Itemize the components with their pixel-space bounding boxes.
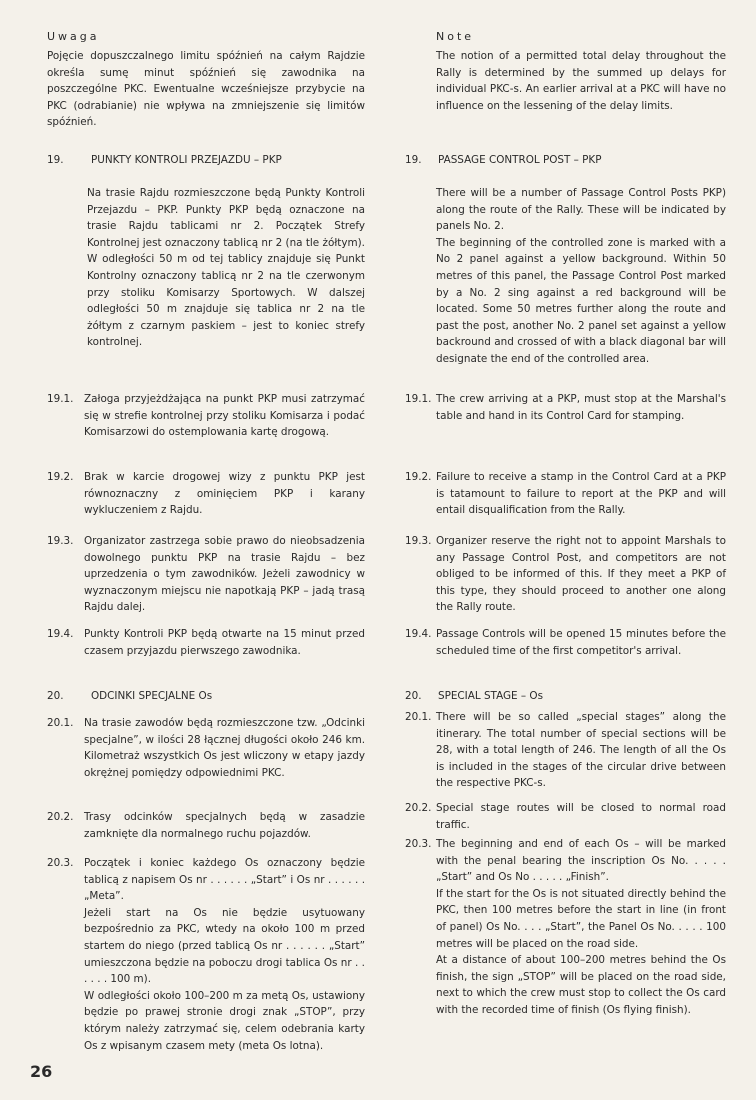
pl-item-19-4 — [47, 626, 365, 659]
en-item-19-2 — [405, 469, 726, 519]
en-section-19-title: PASSAGE CONTROL POST – PKP — [438, 154, 602, 166]
pl-item-19-2-number: 19.2. — [47, 471, 74, 483]
pl-item-19-2 — [47, 469, 365, 519]
en-item-20-3-number: 20.3. — [405, 838, 432, 850]
en-item-19-3 — [405, 533, 726, 616]
pl-item-19-3-number: 19.3. — [47, 535, 74, 547]
pl-item-19-2-text: Brak w karcie drogowej wizy z punktu PKP jest równoznaczny z ominięciem PKP i karany wykluczeniem z Rajdu. — [84, 471, 365, 517]
en-section-19-number: 19. — [405, 154, 422, 166]
pl-item-19-1-text: Załoga przyjeżdżająca na punkt PKP musi zatrzymać się w strefie kontrolnej przy stoliku Komisarza i podać Komisarzowi do ostemplowania kartę drogową. — [84, 393, 365, 439]
pl-item-20-2-number: 20.2. — [47, 811, 74, 823]
en-item-19-1 — [405, 391, 726, 424]
pl-item-19-3 — [47, 533, 365, 616]
pl-item-20-1 — [47, 715, 365, 781]
pl-item-20-3 — [47, 855, 365, 1054]
pl-section-20-heading — [47, 688, 365, 705]
pl-note-title: Uwaga — [47, 30, 100, 43]
en-item-20-3-text: The beginning and end of each Os – will be marked with the penal bearing the inscription Os No. . . . . „Start” and Os No . . . . . „Finish”. If the start for the Os is not situated directly behind the PKC, then 100 metres before the start in line (in front of panel) Os No. . . . „Start”, the Panel Os No. . . . . 100 metres will be placed on the road side. At a distance of about 100–200 metres behind the Os finish, the sign „STOP” will be placed on the road side, next to which the crew must stop to collect the Os card with the recorded time of finish (Os flying finish). — [436, 838, 726, 1016]
pl-section-19-text: Na trasie Rajdu rozmieszczone będą Punkty Kontroli Przejazdu – PKP. Punkty PKP będą oznaczone na trasie Rajdu tablicami nr 2. Początek Strefy Kontrolnej jest oznaczony tablicą nr 2 (na tle żółtym). W odległości 50 m od tej tablicy znajduje się Punkt Kontrolny oznaczony tablicą nr 2 na tle czerwonym przy stoliku Komisarzy Sportowych. W dalszej odległości 50 m znajduje się tablica nr 2 na tle żółtym z czarnym paskiem – jest to koniec strefy kontrolnej. — [87, 187, 365, 349]
en-note-title: Note — [436, 30, 475, 43]
en-section-20-heading — [405, 688, 726, 705]
en-item-19-4 — [405, 626, 726, 659]
pl-section-20-title: ODCINKI SPECJALNE Os — [91, 690, 213, 702]
en-item-20-2-number: 20.2. — [405, 802, 432, 814]
en-item-19-1-number: 19.1. — [405, 393, 432, 405]
pl-item-19-1-number: 19.1. — [47, 393, 74, 405]
en-item-20-2-text: Special stage routes will be closed to normal road traffic. — [436, 802, 726, 831]
pl-section-19-title: PUNKTY KONTROLI PRZEJAZDU – PKP — [91, 154, 282, 166]
en-item-20-1 — [405, 709, 726, 792]
en-item-19-4-text: Passage Controls will be opened 15 minutes before the scheduled time of the first competitor's arrival. — [436, 628, 726, 657]
en-item-20-3 — [405, 836, 726, 1019]
pl-item-20-1-number: 20.1. — [47, 717, 74, 729]
pl-section-20-number: 20. — [47, 690, 64, 702]
pl-item-20-2 — [47, 809, 365, 842]
page-number: 26 — [30, 1062, 53, 1081]
pl-section-19-number: 19. — [47, 154, 64, 166]
pl-item-19-1 — [47, 391, 365, 441]
en-section-20-title: SPECIAL STAGE – Os — [438, 690, 544, 702]
en-item-20-1-text: There will be so called „special stages” along the itinerary. The total number of special sections will be 28, with a total length of 246. The length of all the Os is included in the stages of the circular drive between the respective PKC-s. — [436, 711, 726, 790]
pl-item-20-1-text: Na trasie zawodów będą rozmieszczone tzw. „Odcinki specjalne”, w ilości 28 łącznej długości około 246 km. Kilometraż wszystkich Os jest wliczony w etapy jazdy okrężnej pomiędzy odpowiednimi PKC. — [84, 717, 365, 779]
en-item-19-4-number: 19.4. — [405, 628, 432, 640]
pl-item-20-3-text: Początek i koniec każdego Os oznaczony będzie tablicą z napisem Os nr . . . . . . „Start” i Os nr . . . . . . „Meta”. Jeżeli start na Os nie będzie usytuowany bezpośrednio za PKC, wtedy na około 100 m przed startem do niego (przed tablicą Os nr . . . . . . „Start” umieszczona będzie na poboczu drogi tablica Os nr . . . . . . 100 m). W odległości około 100–200 m za metą Os, ustawiony będzie po prawej stronie drogi znak „STOP”, przy którym należy zatrzymać się, celem odebrania karty Os z wpisanym czasem mety (meta Os lotna). — [84, 857, 365, 1052]
pl-item-19-4-number: 19.4. — [47, 628, 74, 640]
en-item-19-3-number: 19.3. — [405, 535, 432, 547]
en-note-text: The notion of a permitted total delay throughout the Rally is determined by the summed up delays for individual PKC-s. An earlier arrival at a PKC will have no influence on the lessening of the delay limits. — [436, 50, 726, 112]
pl-item-19-3-text: Organizator zastrzega sobie prawo do nieobsadzenia dowolnego punktu PKP na trasie Rajdu – bez uprzedzenia o tym zawodników. Jeżeli zawodnicy w wyznaczonym miejscu nie napotkają PKP – jadą trasą Rajdu dalej. — [84, 535, 365, 614]
pl-item-19-4-text: Punkty Kontroli PKP będą otwarte na 15 minut przed czasem przyjazdu pierwszego zawodnika. — [84, 628, 365, 657]
pl-note-text: Pojęcie dopuszczalnego limitu spóźnień na całym Rajdzie określa sumę minut spóźnień się zawodnika na poszczególne PKC. Ewentualne wcześniejsze przybycie na PKC (odrabianie) nie wpływa na zmniejszenie się limitów spóźnień. — [47, 50, 365, 129]
en-item-20-1-number: 20.1. — [405, 711, 432, 723]
en-item-19-2-text: Failure to receive a stamp in the Control Card at a PKP is tatamount to failure to report at the PKP and will entail disqualification from the Rally. — [436, 471, 726, 517]
en-item-19-2-number: 19.2. — [405, 471, 432, 483]
pl-item-20-3-number: 20.3. — [47, 857, 74, 869]
en-section-19-heading — [405, 152, 726, 169]
en-section-19-text: There will be a number of Passage Control Posts PKP) along the route of the Rally. These will be indicated by panels No. 2. The beginning of the controlled zone is marked with a No 2 panel against a yellow background. Within 50 metres of this panel, the Passage Control Post marked by a No. 2 sing against a red background will be located. Some 50 metres further along the route and past the post, another No. 2 panel set against a yellow backround and crossed of with a black diagonal bar will designate the end of the controlled area. — [436, 187, 726, 365]
en-item-19-3-text: Organizer reserve the right not to appoint Marshals to any Passage Control Post, and competitors are not obliged to be informed of this. If they meet a PKP of this type, they should proceed to another one along the Rally route. — [436, 535, 726, 614]
en-item-20-2 — [405, 800, 726, 833]
pl-section-19-heading — [47, 152, 365, 169]
en-section-20-number: 20. — [405, 690, 422, 702]
en-item-19-1-text: The crew arriving at a PKP, must stop at the Marshal's table and hand in its Control Card for stamping. — [436, 393, 726, 422]
pl-item-20-2-text: Trasy odcinków specjalnych będą w zasadzie zamknięte dla normalnego ruchu pojazdów. — [84, 811, 365, 840]
